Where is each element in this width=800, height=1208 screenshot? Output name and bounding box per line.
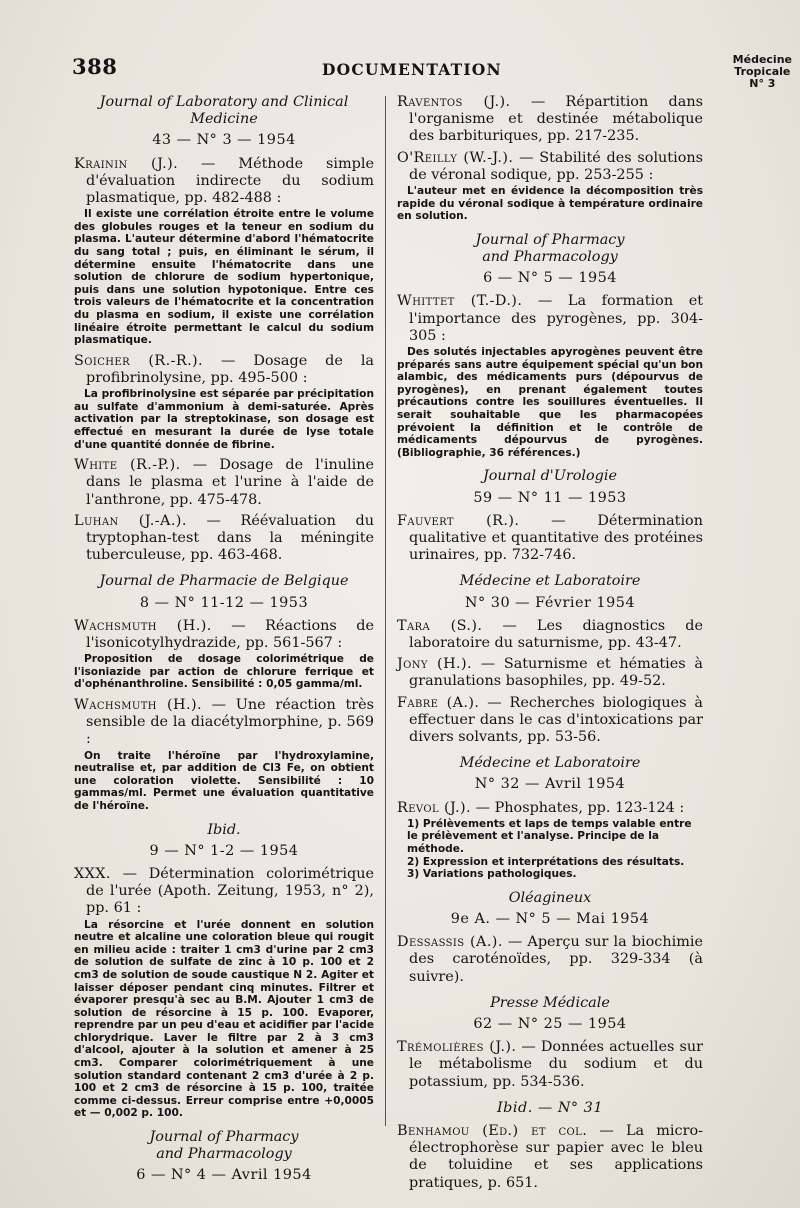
entry-author: Raventos (J.). bbox=[397, 94, 511, 110]
journal-title: and Pharmacology bbox=[482, 249, 618, 265]
bibliography-entry bbox=[397, 150, 703, 223]
journal-issue: 9e A. — N° 5 — Mai 1954 bbox=[450, 910, 650, 927]
entry-citation bbox=[397, 150, 703, 184]
entry-author: XXX. bbox=[74, 865, 111, 882]
entry-citation-text: — Détermination colorimétrique de l'urée (Apoth. Zeitung, 1953, n° 2), pp. 61 : bbox=[86, 865, 374, 917]
entry-citation bbox=[74, 513, 374, 565]
left-column bbox=[74, 94, 374, 1194]
entry-citation bbox=[397, 293, 703, 345]
journal-title: Journal de Pharmacie de Belgique bbox=[99, 573, 349, 590]
entry-author: Luhan (J.-A.). bbox=[74, 512, 187, 529]
corner-label-line: Médecine bbox=[732, 53, 792, 66]
journal-issue: 6 — N° 4 — Avril 1954 bbox=[136, 1167, 312, 1184]
entry-author: Dessassis (A.). bbox=[397, 934, 503, 951]
corner-label bbox=[733, 54, 792, 90]
bibliography-entry bbox=[397, 1039, 703, 1091]
entry-citation-text: — La formation et l'importance des pyrogènes, pp. 304-305 : bbox=[409, 293, 703, 344]
bibliography-entry bbox=[397, 94, 703, 146]
entry-abstract: La profibrinolysine est séparée par précipitation au sulfate d'ammonium à demi-saturée. Après activation par la streptokinase, son dosage est effectué en mesurant la durée de lyse totale d'une quantité donnée de fibrine. bbox=[74, 388, 374, 451]
column-divider bbox=[385, 96, 386, 1126]
journal-section bbox=[397, 232, 703, 460]
journal-title: Journal of Laboratory and Clinical bbox=[99, 94, 349, 110]
entry-abstract: L'auteur met en évidence la décomposition très rapide du véronal sodique à température ordinaire en solution. bbox=[397, 185, 703, 223]
entry-citation bbox=[397, 656, 703, 690]
bibliography-entry bbox=[74, 156, 374, 347]
journal-section bbox=[397, 995, 703, 1091]
bibliography-entry bbox=[74, 353, 374, 451]
entry-citation bbox=[74, 866, 374, 918]
entry-citation-text: — Phosphates, pp. 123-124 : bbox=[475, 799, 685, 816]
bibliography-entry bbox=[397, 656, 703, 690]
journal-section bbox=[74, 822, 374, 1121]
journal-section bbox=[397, 1100, 703, 1192]
bibliography-entry bbox=[397, 513, 703, 565]
page-number: 388 bbox=[72, 54, 118, 79]
entry-citation bbox=[74, 697, 374, 749]
journal-issue: 43 — N° 3 — 1954 bbox=[152, 132, 296, 149]
abstract-list-item: 3) Variations pathologiques. bbox=[407, 868, 577, 881]
bibliography-entry bbox=[74, 697, 374, 813]
journal-issue: 8 — N° 11-12 — 1953 bbox=[139, 594, 309, 611]
entry-author: Trémolières (J.). bbox=[397, 1039, 517, 1056]
entry-citation bbox=[397, 695, 703, 747]
entry-author: Wachsmuth (H.). bbox=[74, 617, 212, 634]
entry-citation-text: — Aperçu sur la biochimie des caroténoïdes, pp. 329-334 (à suivre). bbox=[409, 934, 703, 985]
page-header bbox=[0, 54, 800, 94]
entry-citation bbox=[397, 1123, 703, 1192]
journal-title: Médecine et Laboratoire bbox=[459, 573, 641, 590]
entry-abstract: On traite l'héroïne par l'hydroxylamine, neutralise et, par addition de Cl3 Fe, on obtient une coloration violette. Sensibilité : 10 gammas/ml. Permet une évaluation quantitative de l'héroïne. bbox=[74, 749, 374, 812]
entry-author: Fauvert (R.). bbox=[397, 512, 520, 529]
journal-section bbox=[397, 468, 703, 564]
bibliography-entry bbox=[397, 934, 703, 986]
entry-citation-text: — Dosage de l'inuline dans le plasma et l'urine à l'aide de l'anthrone, pp. 475-478. bbox=[86, 457, 374, 508]
bibliography-entry bbox=[397, 618, 703, 652]
bibliography-entry bbox=[397, 1123, 703, 1192]
journal-issue: 62 — N° 25 — 1954 bbox=[473, 1016, 627, 1032]
entry-author: O'Reilly (W.-J.). bbox=[397, 149, 514, 166]
entry-citation-text: — Dosage de la profibrinolysine, pp. 495-500 : bbox=[86, 352, 375, 386]
entry-author: White (R.-P.). bbox=[74, 457, 181, 474]
entry-citation-text: — La micro-électrophorèse sur papier avec le bleu de toluidine et ses applications pratiques, p. 651. bbox=[409, 1123, 703, 1191]
journal-title: Journal of Pharmacy bbox=[149, 1129, 299, 1146]
corner-label-line: N° 3 bbox=[749, 77, 776, 90]
journal-section bbox=[397, 890, 703, 986]
bibliography-entry bbox=[74, 866, 374, 1120]
bibliography-entry bbox=[74, 618, 374, 691]
entry-citation-text: — Une réaction très sensible de la diacétylmorphine, p. 569 : bbox=[86, 696, 375, 748]
journal-title: Oléagineux bbox=[508, 889, 592, 906]
abstract-list-item: 1) Prélèvements et laps de temps valable entre le prélèvement et l'analyse. Principe de la méthode. bbox=[407, 817, 692, 855]
journal-issue: 59 — N° 11 — 1953 bbox=[473, 489, 627, 506]
entry-author: Jony (H.). bbox=[397, 656, 472, 673]
journal-section bbox=[74, 1129, 374, 1185]
bibliography-entry bbox=[397, 293, 703, 459]
journal-title: Presse Médicale bbox=[490, 994, 610, 1011]
entry-abstract: Des solutés injectables apyrogènes peuvent être préparés sans autre équipement spécial qu'un bon alambic, des médicaments purs (dépourvus de pyrogènes), en prenant également toutes précautions contre les souillures éventuelles. Il serait souhaitable que les pharmacopées prévoient la définition et le contrôle de médicaments dépourvus de pyrogènes. (Bibliographie, 36 références.) bbox=[397, 346, 703, 459]
entry-citation bbox=[74, 618, 374, 652]
journal-issue: Ibid. — N° 31 bbox=[497, 1099, 603, 1116]
entry-author: Benhamou (Ed.) et col. bbox=[397, 1123, 588, 1140]
entry-citation bbox=[74, 457, 374, 509]
bibliography-entry bbox=[397, 695, 703, 747]
bibliography-entry bbox=[74, 513, 374, 565]
entry-citation-text: — Réactions de l'isonicotylhydrazide, pp. 561-567 : bbox=[86, 617, 375, 651]
entry-citation bbox=[397, 934, 703, 986]
journal-issue: 9 — N° 1-2 — 1954 bbox=[149, 842, 299, 859]
bibliography-entry bbox=[74, 457, 374, 509]
bibliography-entry bbox=[397, 800, 703, 881]
journal-issue: N° 32 — Avril 1954 bbox=[474, 776, 626, 793]
entry-citation-text: — Données actuelles sur le métabolisme du sodium et du potassium, pp. 534-536. bbox=[409, 1039, 704, 1090]
journal-title: Ibid. bbox=[207, 821, 241, 838]
entry-citation bbox=[397, 513, 703, 565]
running-title: DOCUMENTATION bbox=[322, 60, 502, 79]
entry-citation-text: — Stabilité des solutions de véronal sodique, pp. 253-255 : bbox=[409, 149, 704, 183]
journal-section bbox=[397, 94, 703, 223]
corner-label-line: Tropicale bbox=[734, 65, 791, 78]
entry-citation-text: — Réévaluation du tryptophan-test dans la méningite tuberculeuse, pp. 463-468. bbox=[86, 512, 374, 564]
entry-citation bbox=[74, 353, 374, 387]
entry-citation bbox=[397, 1039, 703, 1091]
journal-title: and Pharmacology bbox=[156, 1146, 292, 1163]
journal-section bbox=[74, 573, 374, 812]
entry-citation-text: — Recherches biologiques à effectuer dans le cas d'intoxications par divers solvants, pp. 53-56. bbox=[409, 694, 703, 745]
journal-section bbox=[397, 755, 703, 881]
entry-citation bbox=[397, 94, 703, 146]
journal-section bbox=[74, 94, 374, 564]
journal-issue: N° 30 — Février 1954 bbox=[464, 594, 636, 611]
entry-citation bbox=[397, 800, 703, 817]
journal-title: Journal d'Urologie bbox=[482, 468, 618, 485]
entry-author: Wachsmuth (H.). bbox=[74, 696, 202, 713]
entry-citation bbox=[74, 156, 374, 208]
journal-title: Medicine bbox=[190, 111, 258, 128]
entry-abstract: Proposition de dosage colorimétrique de l'isoniazide par action de chlorure ferrique et d'ophénanthroline. Sensibilité : 0,05 gamma/ml. bbox=[74, 653, 374, 691]
entry-citation-text: — Méthode simple d'évaluation indirecte du sodium plasmatique, pp. 482-488 : bbox=[86, 155, 374, 207]
entry-abstract-list bbox=[397, 818, 703, 881]
entry-abstract: Il existe une corrélation étroite entre le volume des globules rouges et la teneur en sodium du plasma. L'auteur détermine d'abord l'hématocrite du sang total ; puis, en éliminant le sérum, il détermine ensuite l'hématocrite dans une solution de chlorure de sodium hypertonique, puis dans une solution hypotonique. Entre ces trois valeurs de l'hématocrite et la concentration du plasma en sodium, il existe une corrélation linéaire étroite permettant le calcul du sodium plasmatique. bbox=[74, 208, 374, 347]
entry-author: Revol (J.). bbox=[397, 799, 472, 816]
abstract-list-item: 2) Expression et interprétations des résultats. bbox=[407, 855, 685, 868]
entry-citation-text: — Détermination qualitative et quantitative des protéines urinaires, pp. 732-746. bbox=[409, 512, 703, 564]
entry-author: Krainin (J.). bbox=[74, 155, 179, 172]
journal-section bbox=[397, 573, 703, 746]
entry-author: Fabre (A.). bbox=[397, 694, 480, 711]
entry-abstract: La résorcine et l'urée donnent en solution neutre et alcaline une coloration bleue qui rougit en milieu acide : traiter 1 cm3 d'urine par 2 cm3 de solution de sulfate de zinc à 10 p. 100 et 2 cm3 de solution de soude caustique N 2. Agiter et laisser déposer pendant cinq minutes. Filtrer et évaporer presqu'à sec au B.M. Ajouter 1 cm3 de solution de résorcine à 15 p. 100. Evaporer, reprendre par un peu d'eau et acidifier par l'acide chlorydrique. Laver le filtre par 2 à 3 cm3 d'alcool, ajouter à la solution et amener à 25 cm3. Comparer colorimétriquement à une solution standard contenant 2 cm3 d'urée à 2 p. 100 et 2 cm3 de résorcine à 15 p. 100, traitée comme ci-dessus. Erreur comprise entre +0,0005 et — 0,002 p. 100. bbox=[74, 918, 374, 1120]
entry-citation bbox=[397, 618, 703, 652]
entry-author: Whittet (T.-D.). bbox=[397, 293, 523, 310]
entry-author: Soicher (R.-R.). bbox=[74, 352, 204, 369]
entry-author: Tara (S.). bbox=[397, 617, 483, 634]
journal-title: Médecine et Laboratoire bbox=[459, 755, 641, 772]
entry-citation-text: — Répartition dans l'organisme et destinée métabolique des barbituriques, pp. 217-235. bbox=[409, 94, 703, 145]
entry-citation-text: — Saturnisme et hématies à granulations basophiles, pp. 49-52. bbox=[409, 656, 703, 690]
right-column bbox=[397, 94, 703, 1201]
entry-citation-text: — Les diagnostics de laboratoire du saturnisme, pp. 43-47. bbox=[409, 617, 703, 651]
journal-issue: 6 — N° 5 — 1954 bbox=[483, 270, 617, 287]
journal-title: Journal of Pharmacy bbox=[475, 231, 625, 248]
